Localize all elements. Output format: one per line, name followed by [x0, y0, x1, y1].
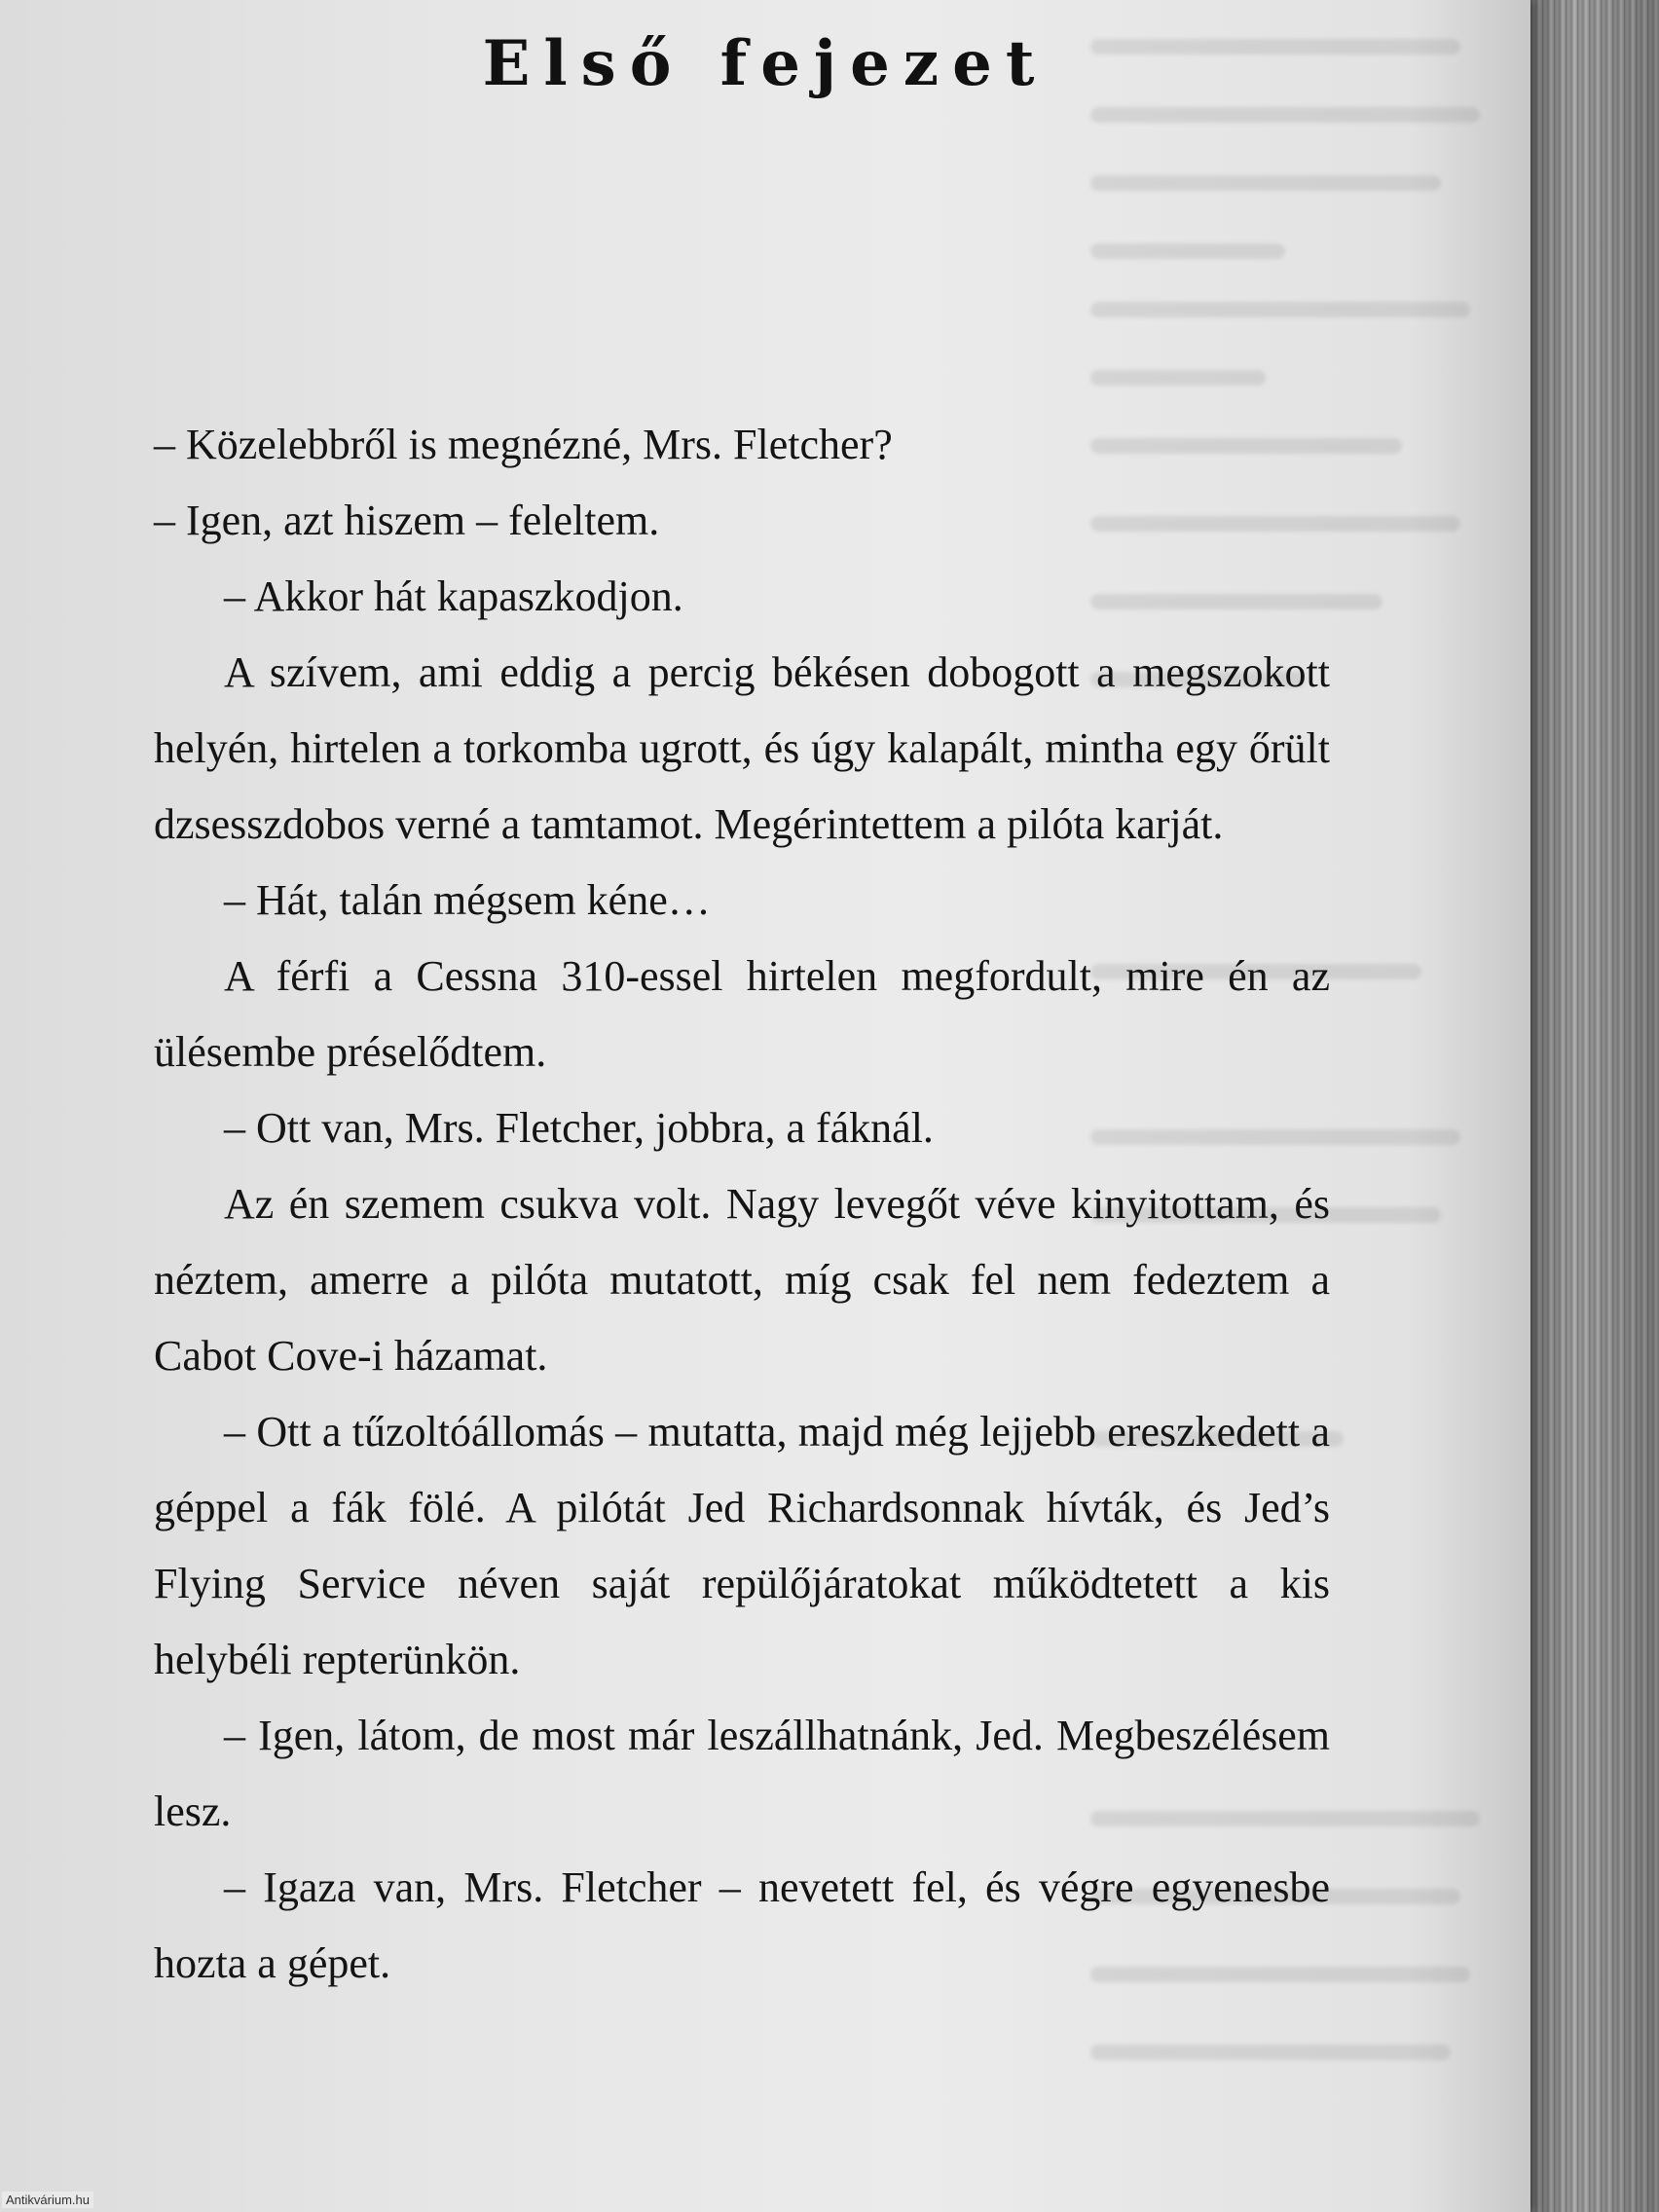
- watermark: Antikvárium.hu: [2, 2192, 93, 2208]
- dialogue-paragraph: – Közelebbről is megnézné, Mrs. Fletcher?: [154, 421, 893, 468]
- bleed-line: [1090, 2045, 1451, 2060]
- dialogue-paragraph: – Ott van, Mrs. Fletcher, jobbra, a fáknál.: [224, 1104, 934, 1152]
- dialogue-paragraph: – Ott a tűzoltóállomás – mutatta, majd még lejjebb ereszkedett a géppel a fák fölé. A pilótát Jed Richardsonnak hívták, és Jed’s Flying Service néven saját repülőjáratokat működtetett a kis helybéli repterünkön.: [154, 1408, 1330, 1683]
- page-edges: [1519, 0, 1659, 2212]
- narrative-paragraph: Az én szemem csukva volt. Nagy levegőt véve kinyitottam, és néztem, amerre a pilóta mutatott, míg csak fel nem fedeztem a Cabot Cove-i házamat.: [154, 1180, 1330, 1380]
- dialogue-paragraph: – Akkor hát kapaszkodjon.: [224, 572, 683, 620]
- bleed-line: [1090, 175, 1441, 191]
- bleed-line: [1090, 370, 1266, 386]
- narrative-paragraph: A férfi a Cessna 310-essel hirtelen megfordult, mire én az ülésembe préselődtem.: [154, 952, 1330, 1076]
- dialogue-paragraph: – Igen, látom, de most már leszállhatnánk, Jed. Megbeszélésem lesz.: [154, 1712, 1330, 1835]
- page-edges-shade: [1519, 0, 1659, 2212]
- bleed-line: [1090, 302, 1470, 317]
- dialogue-paragraph: – Igen, azt hiszem – feleltem.: [154, 497, 660, 544]
- body-text: [154, 407, 1330, 2002]
- bleed-line: [1090, 107, 1480, 123]
- dialogue-paragraph: – Hát, talán mégsem kéne…: [224, 876, 711, 924]
- dialogue-paragraph: – Igaza van, Mrs. Fletcher – nevetett fel, és végre egyenesbe hozta a gépet.: [154, 1863, 1330, 1987]
- narrative-paragraph: A szívem, ami eddig a percig békésen dobogott a megszokott helyén, hirtelen a torkomba ugrott, és úgy kalapált, mintha egy őrült dzsesszdobos verné a tamtamot. Megérintettem a pilóta karját.: [154, 648, 1330, 848]
- bleed-line: [1090, 243, 1285, 259]
- chapter-title: Első fejezet: [482, 27, 1049, 100]
